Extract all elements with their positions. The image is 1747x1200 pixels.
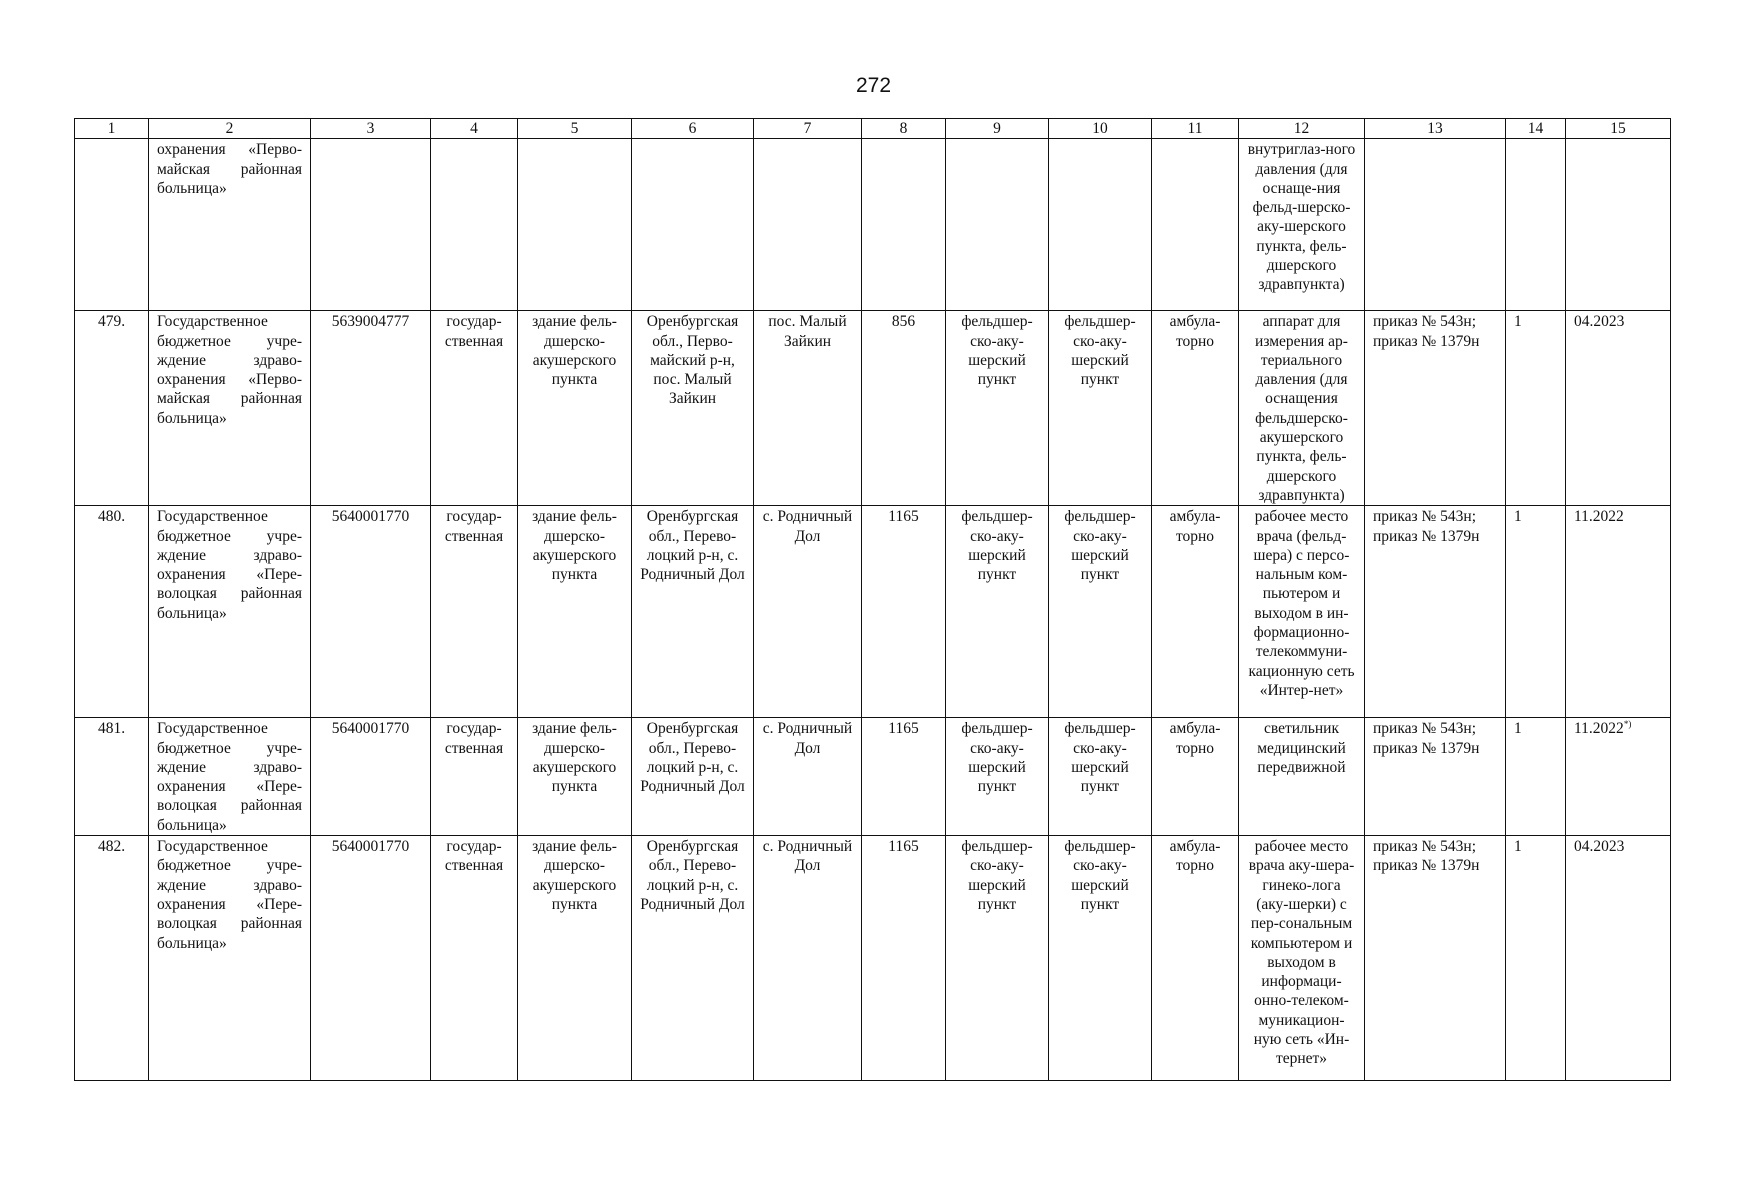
- care-conditions: амбула-торно: [1152, 506, 1239, 718]
- ownership-form: [431, 139, 518, 311]
- column-header: 4: [431, 119, 518, 139]
- ownership-form: государ-ственная: [431, 718, 518, 836]
- table-row: [75, 139, 1671, 311]
- address: Оренбургская обл., Перво-майский р-н, пос. Малый Зайкин: [632, 311, 754, 506]
- page-number: 272: [855, 74, 892, 97]
- column-header: 9: [946, 119, 1049, 139]
- row-number: 480.: [75, 506, 149, 718]
- ownership-form: государ-ственная: [431, 506, 518, 718]
- table-row: [75, 718, 1671, 836]
- population: 1165: [862, 506, 946, 718]
- column-header: 10: [1049, 119, 1152, 139]
- column-header: 15: [1566, 119, 1671, 139]
- date: [1566, 836, 1671, 1081]
- equipment: рабочее место врача аку-шера-гинеко-лога (аку-шерки) с пер-сональным компьютером и выходом в информаци-онно-телеком-муникацион-ную сеть «Ин-тернет»: [1239, 836, 1365, 1081]
- column-header: 1: [75, 119, 149, 139]
- date-value: 11.2022: [1574, 720, 1624, 738]
- unit-type: фельдшер-ско-аку-шерский пункт: [946, 718, 1049, 836]
- order-reference: приказ № 543н; приказ № 1379н: [1365, 311, 1506, 506]
- date: [1566, 718, 1671, 836]
- population: 1165: [862, 718, 946, 836]
- quantity: 1: [1506, 506, 1566, 718]
- locality: с. Родничный Дол: [754, 836, 862, 1081]
- row-number: 481.: [75, 718, 149, 836]
- ownership-form: государ-ственная: [431, 311, 518, 506]
- table-row: [75, 311, 1671, 506]
- population: [862, 139, 946, 311]
- header-row: [75, 119, 1671, 139]
- date: [1566, 506, 1671, 718]
- unit-type-2: фельдшер-ско-аку-шерский пункт: [1049, 718, 1152, 836]
- unit-type: фельдшер-ско-аку-шерский пункт: [946, 506, 1049, 718]
- ownership-form: государ-ственная: [431, 836, 518, 1081]
- column-header: 8: [862, 119, 946, 139]
- building-type: [518, 139, 632, 311]
- building-type: здание фель-дшерско-акушерского пункта: [518, 506, 632, 718]
- inn: 5640001770: [311, 506, 431, 718]
- locality: с. Родничный Дол: [754, 506, 862, 718]
- population: 856: [862, 311, 946, 506]
- unit-type: [946, 139, 1049, 311]
- order-reference: приказ № 543н; приказ № 1379н: [1365, 836, 1506, 1081]
- care-conditions: амбула-торно: [1152, 311, 1239, 506]
- row-number: [75, 139, 149, 311]
- date-value: 04.2023: [1574, 313, 1625, 331]
- unit-type-2: фельдшер-ско-аку-шерский пункт: [1049, 311, 1152, 506]
- table-row: [75, 506, 1671, 718]
- column-header: 5: [518, 119, 632, 139]
- inn: [311, 139, 431, 311]
- organization-name: охранения «Перво-майская районная больница»: [149, 139, 311, 311]
- column-header: 11: [1152, 119, 1239, 139]
- locality: пос. Малый Зайкин: [754, 311, 862, 506]
- address: Оренбургская обл., Перево-лоцкий р-н, с. Родничный Дол: [632, 836, 754, 1081]
- registry-table: [74, 118, 1671, 1081]
- column-header: 7: [754, 119, 862, 139]
- date: [1566, 311, 1671, 506]
- date-value: 11.2022: [1574, 508, 1624, 526]
- building-type: здание фель-дшерско-акушерского пункта: [518, 311, 632, 506]
- order-reference: [1365, 139, 1506, 311]
- inn: 5640001770: [311, 836, 431, 1081]
- care-conditions: [1152, 139, 1239, 311]
- equipment: внутриглаз-ного давления (для оснаще-ния фельд-шерско-аку-шерского пункта, фель-дшерского здравпункта): [1239, 139, 1365, 311]
- organization-name: Государственное бюджетное учре-ждение здраво-охранения «Перво-майская районная больница»: [149, 311, 311, 506]
- order-reference: приказ № 543н; приказ № 1379н: [1365, 506, 1506, 718]
- column-header: 3: [311, 119, 431, 139]
- address: [632, 139, 754, 311]
- column-header: 13: [1365, 119, 1506, 139]
- column-header: 2: [149, 119, 311, 139]
- inn: 5640001770: [311, 718, 431, 836]
- address: Оренбургская обл., Перево-лоцкий р-н, с. Родничный Дол: [632, 506, 754, 718]
- row-number: 482.: [75, 836, 149, 1081]
- column-header: 14: [1506, 119, 1566, 139]
- unit-type-2: фельдшер-ско-аку-шерский пункт: [1049, 506, 1152, 718]
- organization-name: Государственное бюджетное учре-ждение здраво-охранения «Пере-волоцкая районная больница»: [149, 836, 311, 1081]
- locality: с. Родничный Дол: [754, 718, 862, 836]
- locality: [754, 139, 862, 311]
- care-conditions: амбула-торно: [1152, 836, 1239, 1081]
- care-conditions: амбула-торно: [1152, 718, 1239, 836]
- row-number: 479.: [75, 311, 149, 506]
- equipment: светильник медицинский передвижной: [1239, 718, 1365, 836]
- organization-name: Государственное бюджетное учре-ждение здраво-охранения «Пере-волоцкая районная больница»: [149, 718, 311, 836]
- population: 1165: [862, 836, 946, 1081]
- unit-type: фельдшер-ско-аку-шерский пункт: [946, 836, 1049, 1081]
- table-row: [75, 836, 1671, 1081]
- date-value: 04.2023: [1574, 838, 1625, 856]
- unit-type-2: фельдшер-ско-аку-шерский пункт: [1049, 836, 1152, 1081]
- unit-type: фельдшер-ско-аку-шерский пункт: [946, 311, 1049, 506]
- quantity: 1: [1506, 836, 1566, 1081]
- quantity: 1: [1506, 311, 1566, 506]
- equipment: аппарат для измерения ар-териального давления (для оснащения фельдшерско-акушерского пункта, фель-дшерского здравпункта): [1239, 311, 1365, 506]
- organization-name: Государственное бюджетное учре-ждение здраво-охранения «Пере-волоцкая районная больница»: [149, 506, 311, 718]
- equipment: рабочее место врача (фельд-шера) с персо-нальным ком-пьютером и выходом в ин-формационно-телекоммуни-кационную сеть «Интер-нет»: [1239, 506, 1365, 718]
- order-reference: приказ № 543н; приказ № 1379н: [1365, 718, 1506, 836]
- building-type: здание фель-дшерско-акушерского пункта: [518, 836, 632, 1081]
- column-header: 6: [632, 119, 754, 139]
- column-header: 12: [1239, 119, 1365, 139]
- address: Оренбургская обл., Перево-лоцкий р-н, с. Родничный Дол: [632, 718, 754, 836]
- building-type: здание фель-дшерско-акушерского пункта: [518, 718, 632, 836]
- date: [1566, 139, 1671, 311]
- date-footnote-mark: *): [1623, 719, 1632, 730]
- quantity: 1: [1506, 718, 1566, 836]
- unit-type-2: [1049, 139, 1152, 311]
- inn: 5639004777: [311, 311, 431, 506]
- quantity: [1506, 139, 1566, 311]
